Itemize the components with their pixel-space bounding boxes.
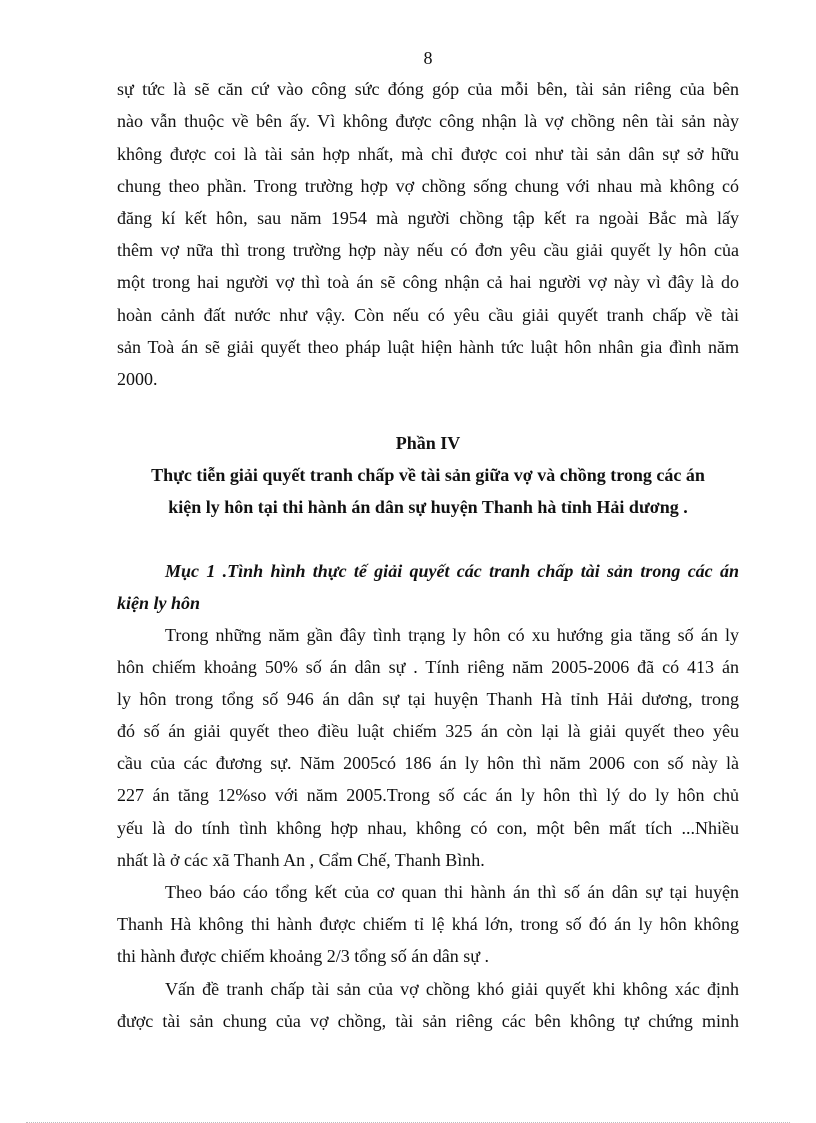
paragraph-line: sự tức là sẽ căn cứ vào công sức đóng góp của mỗi bên, tài sản riêng của bên <box>117 79 739 99</box>
part-label: Phần IV <box>395 433 461 453</box>
paragraph-line: Thanh Hà không thi hành được chiếm tỉ lệ khá lớn, trong số đó án ly hôn không <box>117 914 739 934</box>
section-title-line: Mục 1 .Tình hình thực tế giải quyết các tranh chấp tài sản trong các án <box>165 561 739 581</box>
paragraph-line: được tài sản chung của vợ chồng, tài sản riêng các bên không tự chứng minh <box>117 1011 739 1031</box>
paragraph-line: nào vẫn thuộc về bên ấy. Vì không được công nhận là vợ chồng nên tài sản này <box>117 111 739 131</box>
paragraph-line: 2000. <box>117 369 158 389</box>
paragraph-line: chung theo phần. Trong trường hợp vợ chồng sống chung với nhau mà không có <box>117 176 739 196</box>
paragraph-line: đăng kí kết hôn, sau năm 1954 mà người chồng tập kết ra ngoài Bắc mà lấy <box>117 208 739 228</box>
paragraph-line: 227 án tăng 12%so với năm 2005.Trong số các án ly hôn thì lý do ly hôn chủ <box>117 785 739 805</box>
paragraph-line: Theo báo cáo tổng kết của cơ quan thi hành án thì số án dân sự tại huyện <box>165 882 739 902</box>
paragraph-line: cầu của các đương sự. Năm 2005có 186 án ly hôn thì năm 2006 con số này là <box>117 753 739 773</box>
paragraph-line: ly hôn trong tổng số 946 án dân sự tại huyện Thanh Hà tỉnh Hải dương, trong <box>117 689 739 709</box>
paragraph-line: đó số án giải quyết theo điều luật chiếm 325 án còn lại là giải quyết theo yêu <box>117 721 739 741</box>
paragraph-line: yếu là do tính tình không hợp nhau, không có con, một bên mất tích ...Nhiều <box>117 818 739 838</box>
paragraph-line: hoàn cảnh đất nước như vậy. Còn nếu có yêu cầu giải quyết tranh chấp về tài <box>117 305 739 325</box>
part-title-line: Thực tiễn giải quyết tranh chấp về tài sản giữa vợ và chồng trong các án <box>151 465 705 485</box>
paragraph-line: một trong hai người vợ thì toà án sẽ công nhận cả hai người vợ này vì đây là do <box>117 272 739 292</box>
paragraph-line: sản Toà án sẽ giải quyết theo pháp luật hiện hành tức luật hôn nhân gia đình năm <box>117 337 739 357</box>
paragraph-line: không được coi là tài sản hợp nhất, mà chỉ được coi như tài sản dân sự sở hữu <box>117 144 739 164</box>
paragraph-line: thêm vợ nữa thì trong trường hợp này nếu có đơn yêu cầu giải quyết ly hôn của <box>117 240 739 260</box>
paragraph-line: thi hành được chiếm khoảng 2/3 tổng số án dân sự . <box>117 946 489 966</box>
section-title-line: kiện ly hôn <box>117 593 201 613</box>
paragraph-line: hôn chiếm khoảng 50% số án dân sự . Tính riêng năm 2005-2006 đã có 413 án <box>117 657 739 677</box>
paragraph-line: nhất là ở các xã Thanh An , Cẩm Chế, Thanh Bình. <box>117 850 485 870</box>
paragraph-line: Vấn đề tranh chấp tài sản của vợ chồng khó giải quyết khi không xác định <box>165 979 739 999</box>
part-title-line: kiện ly hôn tại thi hành án dân sự huyện Thanh hà tỉnh Hải dương . <box>168 497 688 517</box>
page-number: 8 <box>423 48 433 68</box>
paragraph-line: Trong những năm gần đây tình trạng ly hôn có xu hướng gia tăng số án ly <box>165 625 739 645</box>
